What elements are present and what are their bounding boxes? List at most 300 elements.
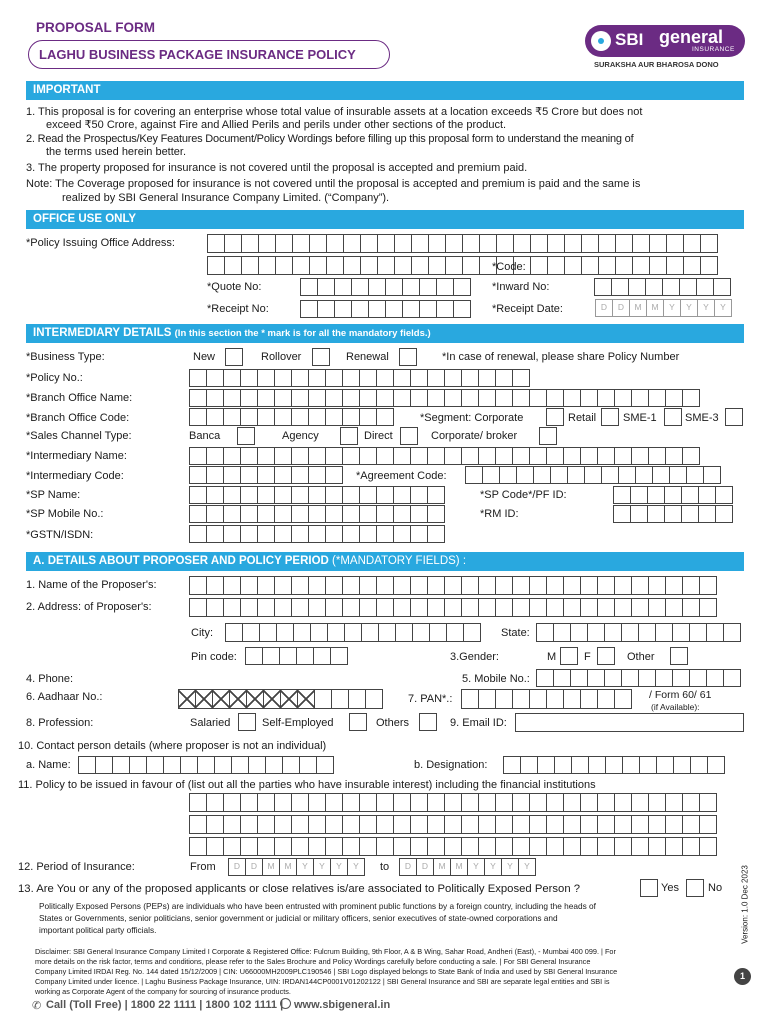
date-cell[interactable]: M bbox=[433, 858, 451, 876]
box-cell[interactable] bbox=[632, 234, 650, 253]
box-cell[interactable] bbox=[478, 389, 496, 407]
box-cell[interactable] bbox=[463, 623, 481, 642]
box-cell[interactable] bbox=[530, 256, 548, 275]
box-cell[interactable] bbox=[512, 369, 530, 387]
box-cell[interactable] bbox=[206, 837, 224, 856]
box-cell[interactable] bbox=[327, 623, 345, 642]
box-cell[interactable] bbox=[359, 486, 377, 504]
box-cell[interactable] bbox=[300, 300, 318, 318]
box-cell[interactable] bbox=[444, 447, 462, 465]
box-cell[interactable] bbox=[584, 466, 602, 484]
box-cell[interactable] bbox=[587, 669, 605, 687]
box-cell[interactable] bbox=[478, 689, 496, 709]
box-cell[interactable] bbox=[613, 486, 631, 504]
date-cell[interactable]: Y bbox=[330, 858, 348, 876]
box-cell[interactable] bbox=[503, 756, 521, 774]
box-cell[interactable] bbox=[223, 466, 241, 484]
box-cell[interactable] bbox=[597, 389, 615, 407]
box-cell[interactable] bbox=[615, 256, 633, 275]
box-cell[interactable] bbox=[536, 669, 554, 687]
box-cell[interactable] bbox=[325, 389, 343, 407]
date-cell[interactable]: M bbox=[279, 858, 297, 876]
box-cell[interactable] bbox=[359, 525, 377, 543]
box-cell[interactable] bbox=[478, 369, 496, 387]
box-cell[interactable] bbox=[258, 256, 276, 275]
box-cell[interactable] bbox=[317, 300, 335, 318]
box-cell[interactable] bbox=[178, 689, 196, 709]
sp-code-input[interactable] bbox=[613, 486, 732, 504]
from-date-input[interactable] bbox=[228, 858, 364, 876]
box-cell[interactable] bbox=[682, 837, 700, 856]
box-cell[interactable] bbox=[631, 576, 649, 595]
box-cell[interactable] bbox=[581, 256, 599, 275]
box-cell[interactable] bbox=[700, 256, 718, 275]
gender-m-checkbox[interactable] bbox=[560, 647, 578, 665]
box-cell[interactable] bbox=[279, 647, 297, 665]
box-cell[interactable] bbox=[461, 689, 479, 709]
box-cell[interactable] bbox=[461, 389, 479, 407]
box-cell[interactable] bbox=[257, 486, 275, 504]
box-cell[interactable] bbox=[419, 300, 437, 318]
box-cell[interactable] bbox=[359, 505, 377, 523]
box-cell[interactable] bbox=[479, 234, 497, 253]
box-cell[interactable] bbox=[223, 525, 241, 543]
box-cell[interactable] bbox=[241, 256, 259, 275]
others-checkbox[interactable] bbox=[419, 713, 437, 731]
agreement-input[interactable] bbox=[465, 466, 720, 484]
box-cell[interactable] bbox=[274, 598, 292, 617]
box-cell[interactable] bbox=[601, 466, 619, 484]
box-cell[interactable] bbox=[597, 447, 615, 465]
box-cell[interactable] bbox=[462, 234, 480, 253]
box-cell[interactable] bbox=[580, 576, 598, 595]
box-cell[interactable] bbox=[699, 815, 717, 834]
box-cell[interactable] bbox=[223, 389, 241, 407]
box-cell[interactable] bbox=[342, 576, 360, 595]
box-cell[interactable] bbox=[703, 466, 721, 484]
box-cell[interactable] bbox=[359, 793, 377, 812]
box-cell[interactable] bbox=[630, 486, 648, 504]
box-cell[interactable] bbox=[614, 815, 632, 834]
box-cell[interactable] bbox=[378, 623, 396, 642]
box-cell[interactable] bbox=[257, 837, 275, 856]
box-cell[interactable] bbox=[630, 505, 648, 523]
box-cell[interactable] bbox=[129, 756, 147, 774]
box-cell[interactable] bbox=[699, 598, 717, 617]
box-cell[interactable] bbox=[495, 598, 513, 617]
box-cell[interactable] bbox=[274, 815, 292, 834]
box-cell[interactable] bbox=[604, 669, 622, 687]
date-cell[interactable]: Y bbox=[680, 299, 698, 317]
box-cell[interactable] bbox=[393, 598, 411, 617]
box-cell[interactable] bbox=[334, 300, 352, 318]
box-cell[interactable] bbox=[376, 408, 394, 426]
box-cell[interactable] bbox=[309, 234, 327, 253]
box-cell[interactable] bbox=[723, 623, 741, 642]
box-cell[interactable] bbox=[495, 576, 513, 595]
box-cell[interactable] bbox=[679, 278, 697, 296]
box-cell[interactable] bbox=[580, 793, 598, 812]
box-cell[interactable] bbox=[682, 815, 700, 834]
box-cell[interactable] bbox=[326, 234, 344, 253]
box-cell[interactable] bbox=[614, 576, 632, 595]
box-cell[interactable] bbox=[529, 689, 547, 709]
box-cell[interactable] bbox=[189, 408, 207, 426]
box-cell[interactable] bbox=[377, 256, 395, 275]
box-cell[interactable] bbox=[274, 525, 292, 543]
box-cell[interactable] bbox=[395, 623, 413, 642]
box-cell[interactable] bbox=[461, 447, 479, 465]
box-cell[interactable] bbox=[410, 525, 428, 543]
box-cell[interactable] bbox=[223, 576, 241, 595]
box-cell[interactable] bbox=[257, 815, 275, 834]
box-cell[interactable] bbox=[453, 278, 471, 296]
box-cell[interactable] bbox=[325, 793, 343, 812]
box-cell[interactable] bbox=[308, 837, 326, 856]
box-cell[interactable] bbox=[410, 505, 428, 523]
box-cell[interactable] bbox=[206, 486, 224, 504]
box-cell[interactable] bbox=[427, 815, 445, 834]
box-cell[interactable] bbox=[622, 756, 640, 774]
box-cell[interactable] bbox=[700, 234, 718, 253]
box-cell[interactable] bbox=[95, 756, 113, 774]
box-cell[interactable] bbox=[344, 623, 362, 642]
box-cell[interactable] bbox=[614, 837, 632, 856]
box-cell[interactable] bbox=[512, 389, 530, 407]
box-cell[interactable] bbox=[223, 408, 241, 426]
box-cell[interactable] bbox=[402, 278, 420, 296]
box-cell[interactable] bbox=[240, 369, 258, 387]
box-cell[interactable] bbox=[146, 756, 164, 774]
box-cell[interactable] bbox=[359, 447, 377, 465]
box-cell[interactable] bbox=[368, 278, 386, 296]
box-cell[interactable] bbox=[580, 447, 598, 465]
box-cell[interactable] bbox=[580, 598, 598, 617]
box-cell[interactable] bbox=[276, 623, 294, 642]
box-cell[interactable] bbox=[342, 598, 360, 617]
box-cell[interactable] bbox=[348, 689, 366, 709]
box-cell[interactable] bbox=[547, 256, 565, 275]
box-cell[interactable] bbox=[512, 576, 530, 595]
box-cell[interactable] bbox=[546, 837, 564, 856]
box-cell[interactable] bbox=[546, 447, 564, 465]
box-cell[interactable] bbox=[274, 466, 292, 484]
box-cell[interactable] bbox=[325, 505, 343, 523]
box-cell[interactable] bbox=[614, 689, 632, 709]
box-cell[interactable] bbox=[444, 369, 462, 387]
box-cell[interactable] bbox=[376, 815, 394, 834]
box-cell[interactable] bbox=[495, 793, 513, 812]
box-cell[interactable] bbox=[206, 598, 224, 617]
box-cell[interactable] bbox=[444, 576, 462, 595]
box-cell[interactable] bbox=[343, 234, 361, 253]
box-cell[interactable] bbox=[597, 793, 615, 812]
box-cell[interactable] bbox=[240, 598, 258, 617]
box-cell[interactable] bbox=[360, 256, 378, 275]
box-cell[interactable] bbox=[240, 389, 258, 407]
box-cell[interactable] bbox=[410, 837, 428, 856]
box-cell[interactable] bbox=[512, 815, 530, 834]
policy-no-input[interactable] bbox=[189, 369, 529, 387]
box-cell[interactable] bbox=[189, 369, 207, 387]
box-cell[interactable] bbox=[631, 815, 649, 834]
box-cell[interactable] bbox=[291, 525, 309, 543]
box-cell[interactable] bbox=[342, 486, 360, 504]
box-cell[interactable] bbox=[639, 756, 657, 774]
box-cell[interactable] bbox=[189, 486, 207, 504]
box-cell[interactable] bbox=[343, 256, 361, 275]
box-cell[interactable] bbox=[563, 815, 581, 834]
box-cell[interactable] bbox=[444, 837, 462, 856]
rm-id-input[interactable] bbox=[613, 505, 732, 523]
box-cell[interactable] bbox=[453, 300, 471, 318]
box-cell[interactable] bbox=[163, 756, 181, 774]
box-cell[interactable] bbox=[665, 793, 683, 812]
box-cell[interactable] bbox=[342, 815, 360, 834]
box-cell[interactable] bbox=[647, 486, 665, 504]
box-cell[interactable] bbox=[512, 447, 530, 465]
box-cell[interactable] bbox=[262, 647, 280, 665]
favour-row2[interactable] bbox=[189, 815, 716, 834]
box-cell[interactable] bbox=[376, 486, 394, 504]
new-checkbox[interactable] bbox=[225, 348, 243, 366]
box-cell[interactable] bbox=[189, 793, 207, 812]
box-cell[interactable] bbox=[274, 576, 292, 595]
box-cell[interactable] bbox=[665, 447, 683, 465]
box-cell[interactable] bbox=[698, 486, 716, 504]
box-cell[interactable] bbox=[495, 837, 513, 856]
box-cell[interactable] bbox=[257, 369, 275, 387]
date-cell[interactable]: Y bbox=[467, 858, 485, 876]
box-cell[interactable] bbox=[682, 598, 700, 617]
box-cell[interactable] bbox=[482, 466, 500, 484]
box-cell[interactable] bbox=[698, 505, 716, 523]
box-cell[interactable] bbox=[672, 623, 690, 642]
box-cell[interactable] bbox=[648, 837, 666, 856]
box-cell[interactable] bbox=[427, 486, 445, 504]
sp-mobile-input[interactable] bbox=[189, 505, 444, 523]
rollover-checkbox[interactable] bbox=[312, 348, 330, 366]
box-cell[interactable] bbox=[631, 598, 649, 617]
box-cell[interactable] bbox=[446, 623, 464, 642]
box-cell[interactable] bbox=[410, 369, 428, 387]
box-cell[interactable] bbox=[189, 466, 207, 484]
box-cell[interactable] bbox=[547, 234, 565, 253]
box-cell[interactable] bbox=[529, 389, 547, 407]
box-cell[interactable] bbox=[308, 576, 326, 595]
box-cell[interactable] bbox=[334, 278, 352, 296]
box-cell[interactable] bbox=[300, 278, 318, 296]
box-cell[interactable] bbox=[195, 689, 213, 709]
box-cell[interactable] bbox=[259, 623, 277, 642]
box-cell[interactable] bbox=[240, 408, 258, 426]
box-cell[interactable] bbox=[223, 369, 241, 387]
box-cell[interactable] bbox=[696, 278, 714, 296]
box-cell[interactable] bbox=[240, 486, 258, 504]
box-cell[interactable] bbox=[495, 389, 513, 407]
date-cell[interactable]: D bbox=[228, 858, 246, 876]
box-cell[interactable] bbox=[342, 447, 360, 465]
box-cell[interactable] bbox=[665, 389, 683, 407]
box-cell[interactable] bbox=[614, 598, 632, 617]
box-cell[interactable] bbox=[359, 598, 377, 617]
box-cell[interactable] bbox=[444, 389, 462, 407]
box-cell[interactable] bbox=[597, 837, 615, 856]
box-cell[interactable] bbox=[376, 598, 394, 617]
box-cell[interactable] bbox=[224, 256, 242, 275]
office-address-row1[interactable] bbox=[207, 234, 717, 253]
date-cell[interactable]: Y bbox=[714, 299, 732, 317]
box-cell[interactable] bbox=[564, 256, 582, 275]
box-cell[interactable] bbox=[553, 623, 571, 642]
box-cell[interactable] bbox=[715, 505, 733, 523]
box-cell[interactable] bbox=[529, 815, 547, 834]
box-cell[interactable] bbox=[495, 689, 513, 709]
box-cell[interactable] bbox=[206, 576, 224, 595]
box-cell[interactable] bbox=[681, 505, 699, 523]
pep-yes-checkbox[interactable] bbox=[640, 879, 658, 897]
box-cell[interactable] bbox=[632, 256, 650, 275]
box-cell[interactable] bbox=[257, 793, 275, 812]
date-cell[interactable]: Y bbox=[697, 299, 715, 317]
box-cell[interactable] bbox=[257, 466, 275, 484]
box-cell[interactable] bbox=[546, 689, 564, 709]
box-cell[interactable] bbox=[570, 623, 588, 642]
box-cell[interactable] bbox=[189, 525, 207, 543]
box-cell[interactable] bbox=[299, 756, 317, 774]
box-cell[interactable] bbox=[427, 369, 445, 387]
box-cell[interactable] bbox=[427, 598, 445, 617]
box-cell[interactable] bbox=[428, 234, 446, 253]
box-cell[interactable] bbox=[351, 300, 369, 318]
box-cell[interactable] bbox=[662, 278, 680, 296]
box-cell[interactable] bbox=[325, 369, 343, 387]
box-cell[interactable] bbox=[410, 598, 428, 617]
box-cell[interactable] bbox=[189, 389, 207, 407]
box-cell[interactable] bbox=[282, 756, 300, 774]
date-cell[interactable]: D bbox=[612, 299, 630, 317]
box-cell[interactable] bbox=[376, 505, 394, 523]
box-cell[interactable] bbox=[359, 408, 377, 426]
box-cell[interactable] bbox=[686, 466, 704, 484]
box-cell[interactable] bbox=[291, 486, 309, 504]
box-cell[interactable] bbox=[223, 486, 241, 504]
int-name-input[interactable] bbox=[189, 447, 699, 465]
corporate-checkbox[interactable] bbox=[546, 408, 564, 426]
box-cell[interactable] bbox=[499, 466, 517, 484]
box-cell[interactable] bbox=[478, 598, 496, 617]
box-cell[interactable] bbox=[342, 525, 360, 543]
box-cell[interactable] bbox=[212, 689, 230, 709]
box-cell[interactable] bbox=[598, 256, 616, 275]
box-cell[interactable] bbox=[351, 278, 369, 296]
renewal-checkbox[interactable] bbox=[399, 348, 417, 366]
box-cell[interactable] bbox=[393, 793, 411, 812]
box-cell[interactable] bbox=[274, 486, 292, 504]
date-cell[interactable]: M bbox=[629, 299, 647, 317]
box-cell[interactable] bbox=[342, 505, 360, 523]
direct-checkbox[interactable] bbox=[400, 427, 418, 445]
box-cell[interactable] bbox=[581, 234, 599, 253]
box-cell[interactable] bbox=[206, 408, 224, 426]
box-cell[interactable] bbox=[682, 576, 700, 595]
box-cell[interactable] bbox=[291, 447, 309, 465]
box-cell[interactable] bbox=[580, 815, 598, 834]
date-cell[interactable]: Y bbox=[296, 858, 314, 876]
box-cell[interactable] bbox=[631, 447, 649, 465]
box-cell[interactable] bbox=[325, 837, 343, 856]
box-cell[interactable] bbox=[359, 815, 377, 834]
pin-input[interactable] bbox=[245, 647, 347, 665]
box-cell[interactable] bbox=[325, 447, 343, 465]
box-cell[interactable] bbox=[681, 486, 699, 504]
box-cell[interactable] bbox=[587, 623, 605, 642]
box-cell[interactable] bbox=[78, 756, 96, 774]
box-cell[interactable] bbox=[444, 815, 462, 834]
box-cell[interactable] bbox=[652, 466, 670, 484]
box-cell[interactable] bbox=[571, 756, 589, 774]
box-cell[interactable] bbox=[308, 505, 326, 523]
box-cell[interactable] bbox=[512, 598, 530, 617]
proposer-address-row1[interactable] bbox=[189, 598, 716, 617]
box-cell[interactable] bbox=[206, 447, 224, 465]
box-cell[interactable] bbox=[274, 793, 292, 812]
box-cell[interactable] bbox=[427, 576, 445, 595]
box-cell[interactable] bbox=[537, 756, 555, 774]
box-cell[interactable] bbox=[240, 815, 258, 834]
box-cell[interactable] bbox=[308, 408, 326, 426]
date-cell[interactable]: Y bbox=[313, 858, 331, 876]
box-cell[interactable] bbox=[550, 466, 568, 484]
box-cell[interactable] bbox=[189, 815, 207, 834]
box-cell[interactable] bbox=[342, 408, 360, 426]
box-cell[interactable] bbox=[649, 256, 667, 275]
box-cell[interactable] bbox=[580, 689, 598, 709]
box-cell[interactable] bbox=[536, 623, 554, 642]
box-cell[interactable] bbox=[291, 369, 309, 387]
box-cell[interactable] bbox=[495, 369, 513, 387]
box-cell[interactable] bbox=[342, 369, 360, 387]
box-cell[interactable] bbox=[496, 234, 514, 253]
box-cell[interactable] bbox=[359, 389, 377, 407]
box-cell[interactable] bbox=[248, 756, 266, 774]
box-cell[interactable] bbox=[317, 278, 335, 296]
box-cell[interactable] bbox=[655, 623, 673, 642]
box-cell[interactable] bbox=[292, 234, 310, 253]
box-cell[interactable] bbox=[529, 793, 547, 812]
box-cell[interactable] bbox=[621, 623, 639, 642]
box-cell[interactable] bbox=[223, 505, 241, 523]
box-cell[interactable] bbox=[308, 447, 326, 465]
box-cell[interactable] bbox=[291, 389, 309, 407]
favour-row3[interactable] bbox=[189, 837, 716, 856]
box-cell[interactable] bbox=[257, 447, 275, 465]
box-cell[interactable] bbox=[325, 576, 343, 595]
box-cell[interactable] bbox=[240, 793, 258, 812]
box-cell[interactable] bbox=[207, 234, 225, 253]
box-cell[interactable] bbox=[376, 793, 394, 812]
office-address-row2[interactable] bbox=[207, 256, 717, 275]
box-cell[interactable] bbox=[614, 447, 632, 465]
banca-checkbox[interactable] bbox=[237, 427, 255, 445]
aadhaar-input[interactable] bbox=[178, 689, 382, 709]
box-cell[interactable] bbox=[597, 815, 615, 834]
box-cell[interactable] bbox=[445, 234, 463, 253]
box-cell[interactable] bbox=[365, 689, 383, 709]
retail-checkbox[interactable] bbox=[601, 408, 619, 426]
box-cell[interactable] bbox=[665, 815, 683, 834]
box-cell[interactable] bbox=[291, 408, 309, 426]
